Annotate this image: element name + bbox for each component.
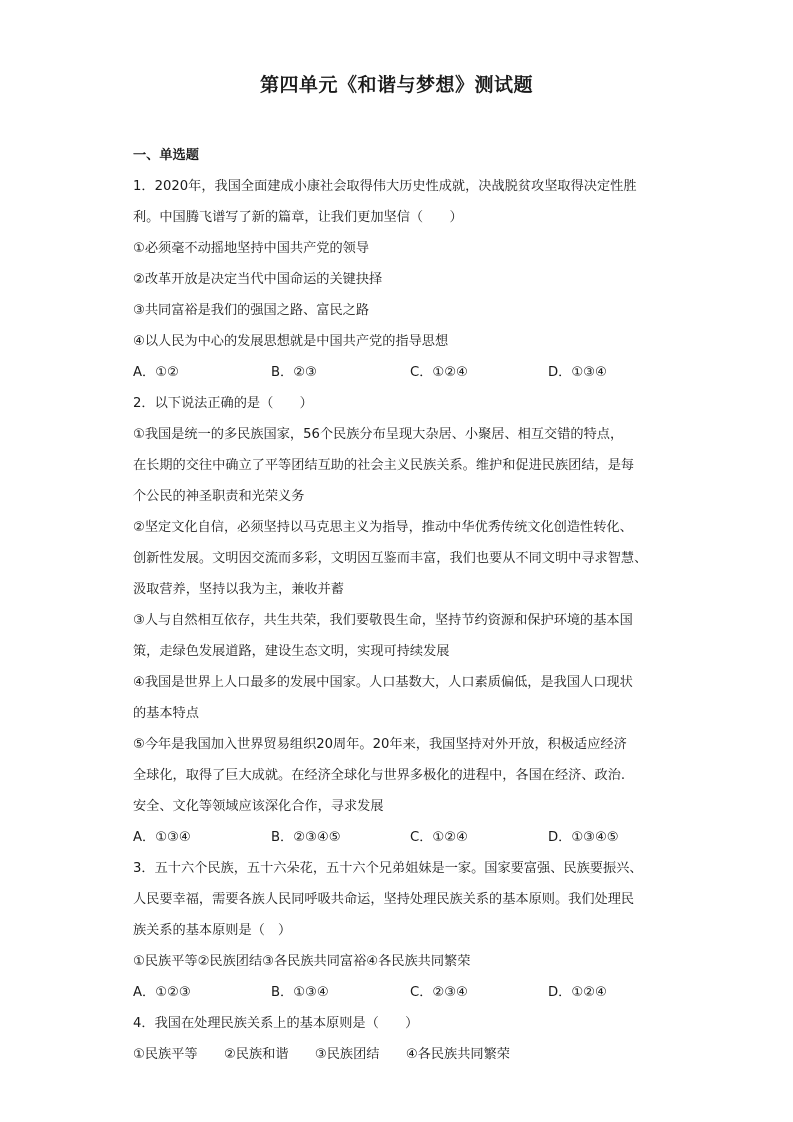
answer-choice-c[interactable]: C．②③④	[410, 985, 468, 1000]
statement-line: 在长期的交往中确立了平等团结互助的社会主义民族关系。维护和促进民族团结，是每	[133, 458, 635, 473]
question-stem-line: 族关系的基本原则是（ ）	[133, 923, 292, 938]
statement-line: ②改革开放是决定当代中国命运的关键抉择	[133, 272, 383, 287]
statement-item	[133, 605, 663, 667]
question-4	[133, 1008, 663, 1070]
statement-line: 安全、文化等领域应该深化合作，寻求发展	[133, 799, 384, 814]
question-stem-line: 4．我国在处理民族关系上的基本原则是（ ）	[133, 1016, 419, 1031]
answer-choices	[133, 357, 663, 388]
question-3	[133, 853, 663, 1008]
answer-choice-b[interactable]: B．②③	[271, 365, 317, 380]
statement-line: 汲取营养，坚持以我为主，兼收并蓄	[133, 582, 344, 597]
question-stem-line: 利。中国腾飞谱写了新的篇章，让我们更加坚信（ ）	[133, 210, 463, 225]
answer-choice-a[interactable]: A．①②	[133, 365, 179, 380]
statement-line: ③人与自然相互依存，共生共荣，我们要敬畏生命，坚持节约资源和保护环境的基本国	[133, 613, 633, 628]
answer-choice-a[interactable]: A．①③④	[133, 830, 191, 845]
answer-choice-b[interactable]: B．①③④	[271, 985, 329, 1000]
statement-line: 全球化，取得了巨大成就。在经济全球化与世界多极化的进程中，各国在经济、政治.	[133, 768, 626, 783]
statement-item	[133, 729, 663, 822]
answer-choice-c[interactable]: C．①②④	[410, 830, 468, 845]
exam-content	[133, 145, 663, 1070]
answer-choice-a[interactable]: A．①②③	[133, 985, 191, 1000]
question-2	[133, 388, 663, 853]
statement-item	[133, 512, 663, 605]
statement-item	[133, 667, 663, 729]
statement-item	[133, 295, 663, 326]
statement-item	[133, 264, 663, 295]
answer-choice-d[interactable]: D．①③④	[548, 365, 607, 380]
answer-choices	[133, 822, 663, 853]
page-title: 第四单元《和谐与梦想》测试题	[259, 74, 533, 96]
statement-item	[133, 1039, 663, 1070]
statement-line: 策，走绿色发展道路，建设生态文明，实现可持续发展	[133, 644, 450, 659]
answer-choice-b[interactable]: B．②③④⑤	[271, 830, 341, 845]
answer-choice-d[interactable]: D．①③④⑤	[548, 830, 619, 845]
statement-line: ④以人民为中心的发展思想就是中国共产党的指导思想	[133, 334, 449, 349]
answer-choice-d[interactable]: D．①②④	[548, 985, 607, 1000]
section-heading: 一、单选题	[133, 148, 199, 163]
statement-line: ③共同富裕是我们的强国之路、富民之路	[133, 303, 370, 318]
statement-item	[133, 946, 663, 977]
question-stem-line: 2．以下说法正确的是（ ）	[133, 396, 313, 411]
statement-line: ①民族平等 ②民族和谐 ③民族团结 ④各民族共同繁荣	[133, 1047, 510, 1062]
statement-item	[133, 326, 663, 357]
statement-line: ①民族平等②民族团结③各民族共同富裕④各民族共同繁荣	[133, 954, 471, 969]
statement-item	[133, 419, 663, 512]
statement-line: ①我国是统一的多民族国家，56个民族分布呈现大杂居、小聚居、相互交错的特点，	[133, 427, 624, 442]
statement-line: ④我国是世界上人口最多的发展中国家。人口基数大，人口素质偏低，是我国人口现状	[133, 675, 633, 690]
statement-line: 的基本特点	[133, 706, 199, 721]
answer-choice-c[interactable]: C．①②④	[410, 365, 468, 380]
question-1	[133, 171, 663, 388]
statement-line: ①必须毫不动摇地坚持中国共产党的领导	[133, 241, 370, 256]
question-list	[133, 171, 663, 1070]
question-stem-line: 3．五十六个民族，五十六朵花，五十六个兄弟姐妹是一家。国家要富强、民族要振兴、	[133, 861, 643, 876]
answer-choices	[133, 977, 663, 1008]
statement-item	[133, 233, 663, 264]
statement-line: 个公民的神圣职责和光荣义务	[133, 489, 305, 504]
statement-line: ⑤今年是我国加入世界贸易组织20周年。20年来，我国坚持对外开放，积极适应经济	[133, 737, 627, 752]
statement-line: 创新性发展。文明因交流而多彩，文明因互鉴而丰富，我们也要从不同文明中寻求智慧、	[133, 551, 648, 566]
question-stem-line: 人民要幸福，需要各族人民同呼吸共命运，坚持处理民族关系的基本原则。我们处理民	[133, 892, 635, 907]
statement-line: ②坚定文化自信，必须坚持以马克思主义为指导，推动中华优秀传统文化创造性转化、	[133, 520, 633, 535]
question-stem-line: 1．2020年，我国全面建成小康社会取得伟大历史性成就，决战脱贫攻坚取得决定性胜	[133, 179, 637, 194]
